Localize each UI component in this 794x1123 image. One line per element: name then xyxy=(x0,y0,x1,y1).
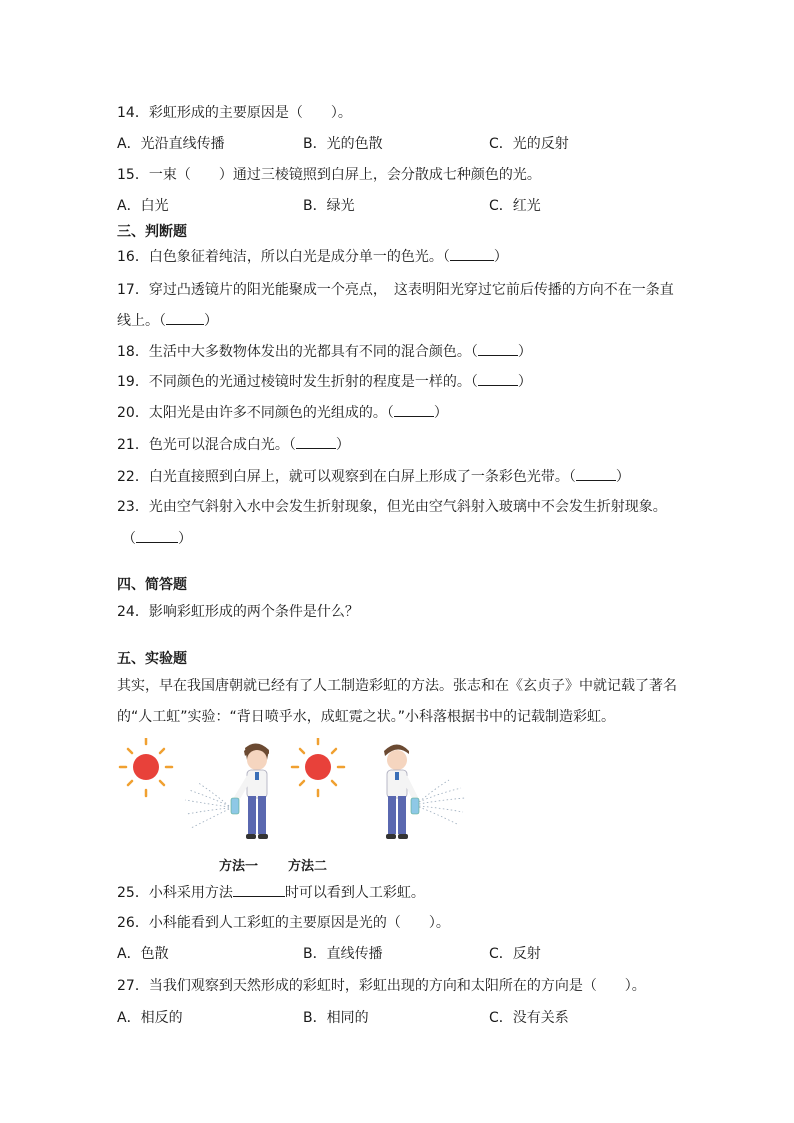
question-20 xyxy=(117,404,448,422)
q22-text: 22．白光直接照到白屏上，就可以观察到在白屏上形成了一条彩色光带。（ xyxy=(117,469,576,485)
q15-option-c: C．红光 xyxy=(489,198,541,214)
q15-option-b: B．绿光 xyxy=(303,198,355,214)
method-2-caption: 方法二 xyxy=(288,859,328,874)
q20-close: ） xyxy=(433,405,448,421)
answer-blank[interactable] xyxy=(136,542,178,543)
answer-blank[interactable] xyxy=(166,324,204,325)
q16-close: ） xyxy=(493,249,508,265)
question-14: 14．彩虹形成的主要原因是（ ）。 xyxy=(117,105,352,121)
boy-icon xyxy=(384,745,419,840)
q25-text-before: 25．小科采用方法 xyxy=(117,885,233,901)
question-16 xyxy=(117,248,508,266)
q16-text: 16．白色象征着纯洁，所以白光是成分单一的色光。（ xyxy=(117,249,450,265)
question-22 xyxy=(117,468,630,486)
question-25 xyxy=(117,884,425,902)
answer-blank[interactable] xyxy=(478,385,518,386)
question-15: 15．一束（ ）通过三棱镜照到白屏上，会分散成七种颜色的光。 xyxy=(117,167,541,183)
question-26: 26．小科能看到人工彩虹的主要原因是光的（ ）。 xyxy=(117,915,450,931)
q27-option-a: A．相反的 xyxy=(117,1010,183,1026)
question-17-line2 xyxy=(117,312,218,330)
q21-close: ） xyxy=(335,437,350,453)
q23-close: ） xyxy=(178,531,192,547)
answer-blank[interactable] xyxy=(233,896,285,897)
answer-blank[interactable] xyxy=(296,448,336,449)
question-18 xyxy=(117,343,532,361)
q18-text: 18．生活中大多数物体发出的光都具有不同的混合颜色。（ xyxy=(117,344,478,360)
sun-icon xyxy=(292,738,344,796)
q14-option-c: C．光的反射 xyxy=(489,136,569,152)
q26-option-b: B．直线传播 xyxy=(303,946,383,962)
section-3-heading: 三、判断题 xyxy=(117,224,187,240)
q20-text: 20．太阳光是由许多不同颜色的光组成的。（ xyxy=(117,405,394,421)
sun-icon xyxy=(120,738,172,796)
water-spray-icon xyxy=(419,780,465,824)
q25-text-after: 时可以看到人工彩虹。 xyxy=(284,885,425,901)
q22-close: ） xyxy=(615,469,630,485)
experiment-illustration xyxy=(117,738,477,850)
q14-option-b: B．光的色散 xyxy=(303,136,383,152)
q17-close: ） xyxy=(204,313,218,329)
intro-line1: 其实，早在我国唐朝就已经有了人工制造彩虹的方法。张志和在《玄贞子》中就记载了著名 xyxy=(117,678,677,694)
q18-close: ） xyxy=(517,344,532,360)
method-1-caption: 方法一 xyxy=(219,859,259,874)
answer-blank[interactable] xyxy=(394,416,434,417)
q23-open: （ xyxy=(122,531,136,547)
question-27: 27．当我们观察到天然形成的彩虹时，彩虹出现的方向和太阳所在的方向是（ ）。 xyxy=(117,978,646,994)
answer-blank[interactable] xyxy=(450,260,494,261)
q17-line2-text: 线上。（ xyxy=(117,313,166,329)
answer-blank[interactable] xyxy=(478,355,518,356)
intro-line2: 的“人工虹”实验：“背日喷乎水，成虹霓之状。”小科落根据书中的记载制造彩虹。 xyxy=(117,709,616,725)
section-4-heading: 四、简答题 xyxy=(117,577,187,593)
water-spray-icon xyxy=(185,782,229,828)
q27-option-c: C．没有关系 xyxy=(489,1010,569,1026)
question-17-line1: 17．穿过凸透镜片的阳光能聚成一个亮点， 这表明阳光穿过它前后传播的方向不在一条直 xyxy=(117,282,674,298)
q19-text: 19．不同颜色的光通过棱镜时发生折射的程度是一样的。（ xyxy=(117,374,478,390)
q26-option-a: A．色散 xyxy=(117,946,169,962)
question-21 xyxy=(117,436,350,454)
q19-close: ） xyxy=(517,374,532,390)
question-23-line2 xyxy=(122,530,192,548)
question-23-line1: 23．光由空气斜射入水中会发生折射现象，但光由空气斜射入玻璃中不会发生折射现象。 xyxy=(117,499,667,515)
q15-option-a: A．白光 xyxy=(117,198,169,214)
q21-text: 21．色光可以混合成白光。（ xyxy=(117,437,296,453)
answer-blank[interactable] xyxy=(576,480,616,481)
question-19 xyxy=(117,373,532,391)
boy-icon xyxy=(231,743,269,839)
question-24: 24．影响彩虹形成的两个条件是什么？ xyxy=(117,604,359,620)
q26-option-c: C．反射 xyxy=(489,946,541,962)
q14-option-a: A．光沿直线传播 xyxy=(117,136,225,152)
section-5-heading: 五、实验题 xyxy=(117,651,187,667)
q27-option-b: B．相同的 xyxy=(303,1010,369,1026)
